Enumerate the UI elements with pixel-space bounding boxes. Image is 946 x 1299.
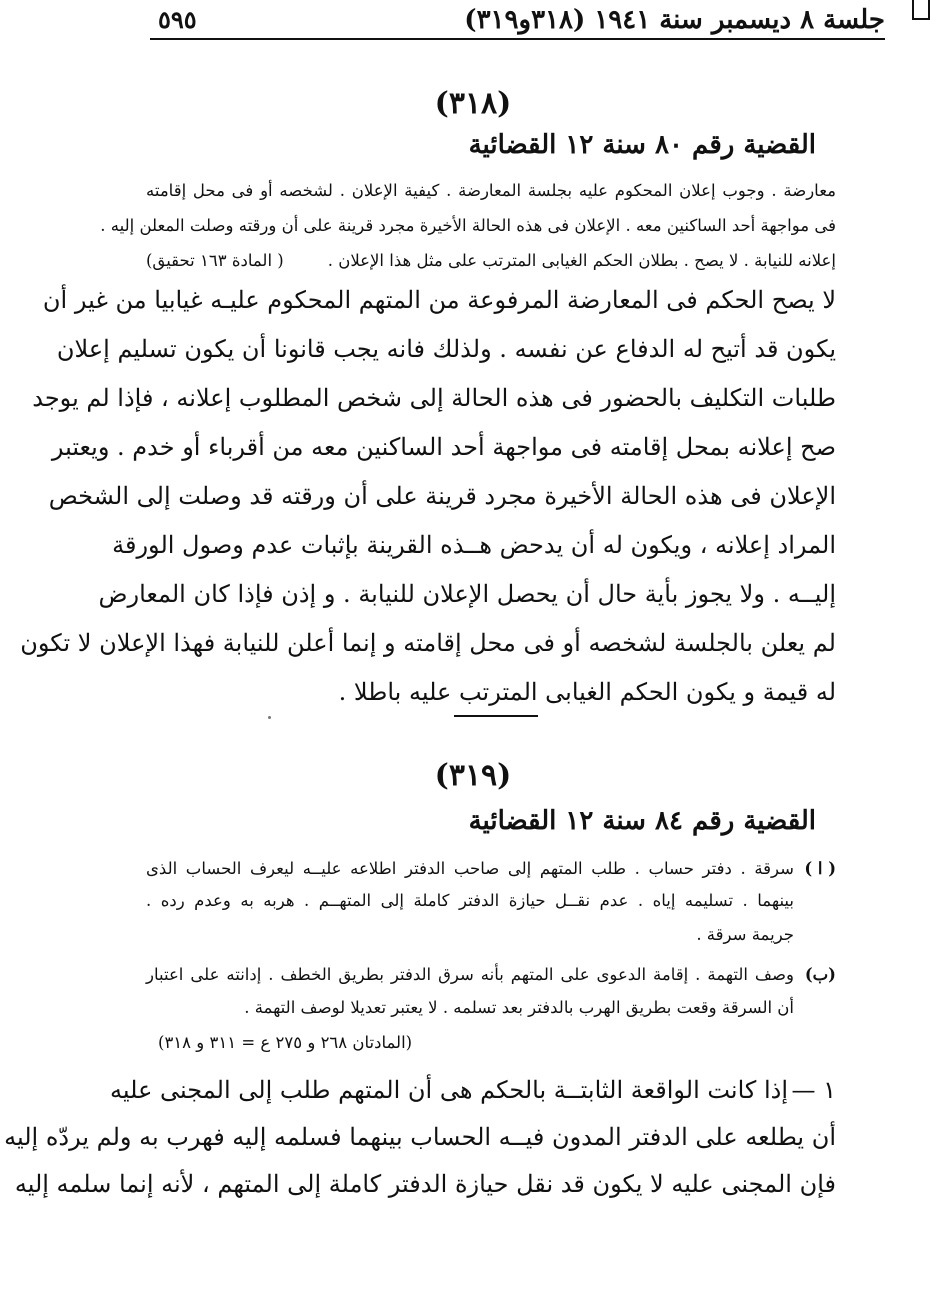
header-session-title: جلسة ٨ ديسمبر سنة ١٩٤١ (٣١٨و٣١٩) [464,5,885,35]
section-separator [454,715,538,717]
case-319-headnote-b [146,962,836,988]
headnote-b-line: أن السرقة وقعت بطريق الهرب بالدفتر بعد تسلمه . لا يعتبر تعديلا لوصف التهمة . [244,998,794,1017]
case-319-number: (٣١٩) [434,758,512,793]
case-318-body-line: المراد إعلانه ، ويكون له أن يدحض هــذه القرينة بإثبات عدم وصول الورقة [112,531,836,559]
case-318-headnote-line: معارضة . وجوب إعلان المحكوم عليه بجلسة المعارضة . كيفية الإعلان . لشخصه أو فى محل إقامته [146,181,836,200]
case-318-headnote-line: فى مواجهة أحد الساكنين معه . الإعلان فى هذه الحالة الأخيرة مجرد قرينة على أن ورقته وصلت المعلن إليه . [100,216,836,235]
case-318-body-line: صح إعلانه بمحل إقامته فى مواجهة أحد الساكنين معه من أقرباء أو خدم . ويعتبر [51,433,836,461]
body-item-marker: ١ — [791,1076,836,1104]
case-318-headnote-last [146,248,836,274]
headnote-a-marker: ( ا ) [804,859,836,878]
case-319-article [0,1030,946,1056]
case-319-headnote-a [146,888,836,914]
case-319-body-line: فإن المجنى عليه لا يكون قد نقل حيازة الدفتر كاملة إلى المتهم ، لأنه إنما سلمه إليه [14,1170,836,1198]
headnote-a-line: جريمة سرقة . [696,925,794,944]
case-318-body-line: طلبات التكليف بالحضور فى هذه الحالة إلى شخص المطلوب إعلانه ، فإذا لم يوجد [32,384,836,412]
case-319-headnote-b [146,995,836,1021]
page-number: ٥٩٥ [158,5,197,34]
headnote-a-line: سرقة . دفتر حساب . طلب المتهم إلى صاحب الدفتر اطلاعه عليــه ليعرف الحساب الذى [146,859,794,878]
case-318-body-line: له قيمة و يكون الحكم الغيابى المترتب عليه باطلا . [338,678,836,706]
case-319-title: القضية رقم ٨٤ سنة ١٢ القضائية [468,806,816,836]
case-318-body-line: إليــه . ولا يجوز بأية حال أن يحصل الإعلان للنيابة . و إذن فإذا كان المعارض [98,580,836,608]
headnote-b-line: وصف التهمة . إقامة الدعوى على المتهم بأنه سرق الدفتر بطريق الخطف . إدانته على اعتبار [146,965,794,984]
case-318-number: (٣١٨) [434,86,512,121]
case-319-body-line: إذا كانت الواقعة الثابتــة بالحكم هى أن المتهم طلب إلى المجنى عليه [110,1076,788,1104]
case-318-body-line: الإعلان فى هذه الحالة الأخيرة مجرد قرينة على أن ورقته قد وصلت إلى الشخص [48,482,836,510]
case-318-headnote-line: إعلانه للنيابة . لا يصح . بطلان الحكم الغيابى المترتب على مثل هذا الإعلان . [327,251,836,270]
case-319-body-line: أن يطلعه على الدفتر المدون فيــه الحساب بينهما فسلمه إليه فهرب به ولم يردّه إليه [4,1123,836,1151]
headnote-b-marker: (ب) [804,965,836,984]
case-318-title: القضية رقم ٨٠ سنة ١٢ القضائية [468,130,816,160]
case-318-body-line: لم يعلن بالجلسة لشخصه أو فى محل إقامته و إنما أعلن للنيابة فهذا الإعلان لا تكون [20,629,836,657]
case-319-body-first [110,1068,836,1112]
print-speck [268,716,271,719]
case-319-headnote-a [146,922,836,948]
case-318-body-line: يكون قد أتيح له الدفاع عن نفسه . ولذلك فانه يجب قانونا أن يكون تسليم إعلان [56,335,836,363]
running-header [150,4,885,40]
case-319-article-ref: (المادتان ٢٦٨ و ٢٧٥ ع = ٣١١ و ٣١٨) [158,1033,413,1052]
case-319-headnote-a [146,856,836,882]
case-318-body-line: لا يصح الحكم فى المعارضة المرفوعة من المتهم المحكوم عليـه غيابيا من غير أن [42,286,836,314]
case-318-article-ref: ( المادة ١٦٣ تحقيق) [146,251,284,270]
corner-bracket-mark [912,0,930,20]
headnote-a-line: بينهما . تسليمه إياه . عدم نقــل حيازة الدفتر كاملة إلى المتهــم . هربه به وعدم رده . [146,891,794,910]
